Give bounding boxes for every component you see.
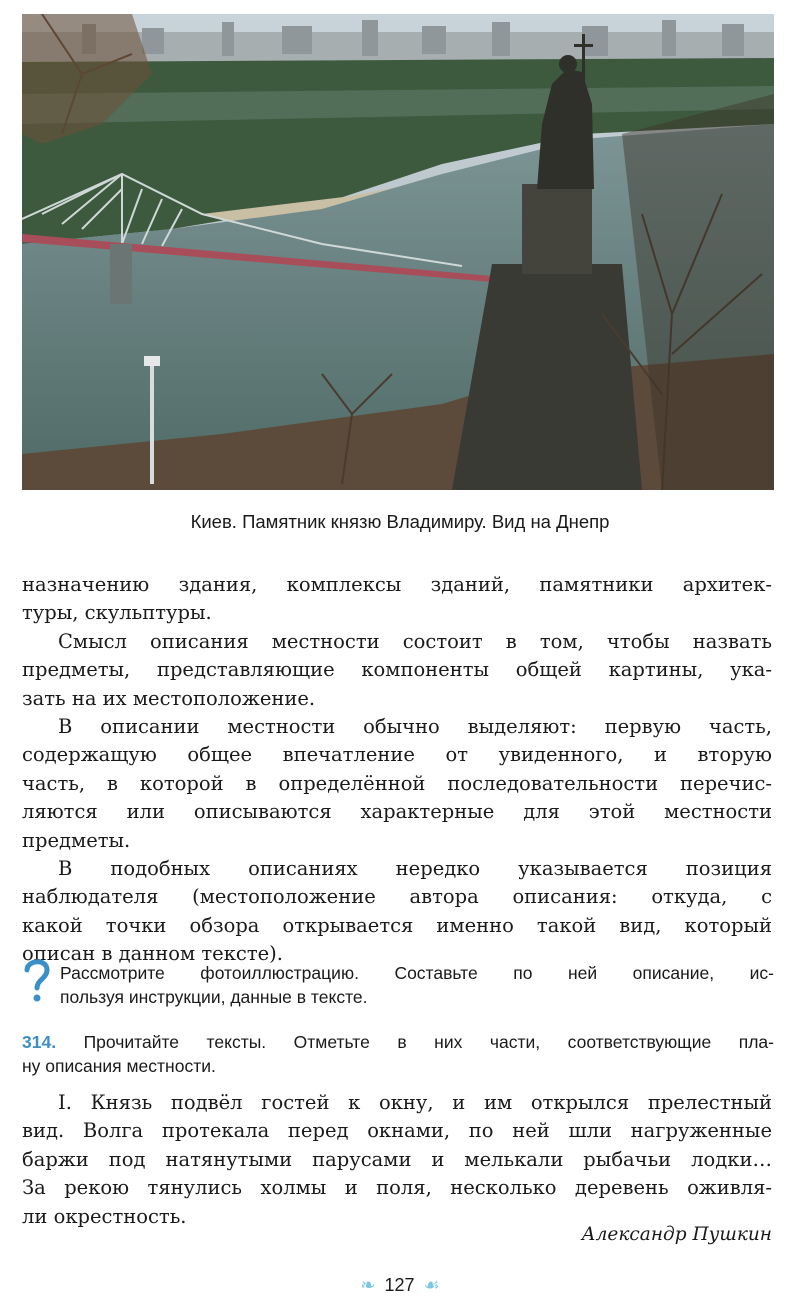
- exercise-314: [22, 1030, 774, 1078]
- text-line: I. Князь подвёл гостей к окну, и им открылся прелестный: [58, 1091, 772, 1114]
- text-line: зать на их местоположение.: [22, 686, 316, 710]
- text-line: ляются или описываются характерные для этой местности: [22, 800, 772, 824]
- page-number: 127: [384, 1275, 415, 1295]
- text-line: назначению здания, комплексы зданий, памятники архитек-: [22, 573, 772, 596]
- body-text: [22, 571, 772, 969]
- text-line: содержащую общее впечатление от увиденного, и вторую: [22, 743, 772, 767]
- excerpt-text: [22, 1089, 772, 1231]
- task-line: Рассмотрите фотоиллюстрацию. Составьте по ней описание, ис-: [60, 963, 774, 983]
- text-line: предметы.: [22, 828, 131, 852]
- text-line: вид. Волга протекала перед окнами, по ней шли нагруженные: [22, 1119, 772, 1143]
- exercise-number: 314.: [22, 1032, 57, 1052]
- text-line: описан в данном тексте).: [22, 942, 283, 966]
- text-line: В подобных описаниях нередко указывается позиция: [58, 857, 772, 881]
- photo-kiev-monument: [22, 14, 774, 490]
- page-footer: [0, 1275, 800, 1296]
- ornament-right-icon: ☙: [423, 1275, 440, 1295]
- text-line: туры, скульптуры.: [22, 601, 212, 625]
- figure-caption: Киев. Памятник князю Владимиру. Вид на Днепр: [190, 511, 610, 532]
- text-line: ли окрестность.: [22, 1204, 187, 1228]
- task-line: пользуя инструкции, данные в тексте.: [60, 987, 368, 1007]
- question-task: [22, 961, 774, 1009]
- task-line: 314. Прочитайте тексты. Отметьте в них части, соответствующие пла-: [22, 1032, 774, 1052]
- excerpt-author: Александр Пушкин: [581, 1224, 772, 1245]
- ornament-left-icon: ❧: [360, 1275, 376, 1295]
- text-line: часть, в которой в определённой последовательности перечис-: [22, 771, 772, 795]
- text-line: предметы, представляющие компоненты общей картины, ука-: [22, 658, 772, 682]
- text-line: Смысл описания местности состоит в том, чтобы назвать: [58, 629, 772, 653]
- text-line: баржи под натянутыми парусами и мелькали рыбачьи лодки…: [22, 1147, 772, 1171]
- text-line: За рекою тянулись холмы и поля, несколько деревень оживля-: [22, 1176, 772, 1200]
- text-line: наблюдателя (местоположение автора описания: откуда, с: [22, 885, 772, 909]
- text-line: какой точки обзора открывается именно такой вид, который: [22, 913, 772, 937]
- task-line: ну описания местности.: [22, 1056, 216, 1076]
- text-line: В описании местности обычно выделяют: первую часть,: [58, 715, 772, 739]
